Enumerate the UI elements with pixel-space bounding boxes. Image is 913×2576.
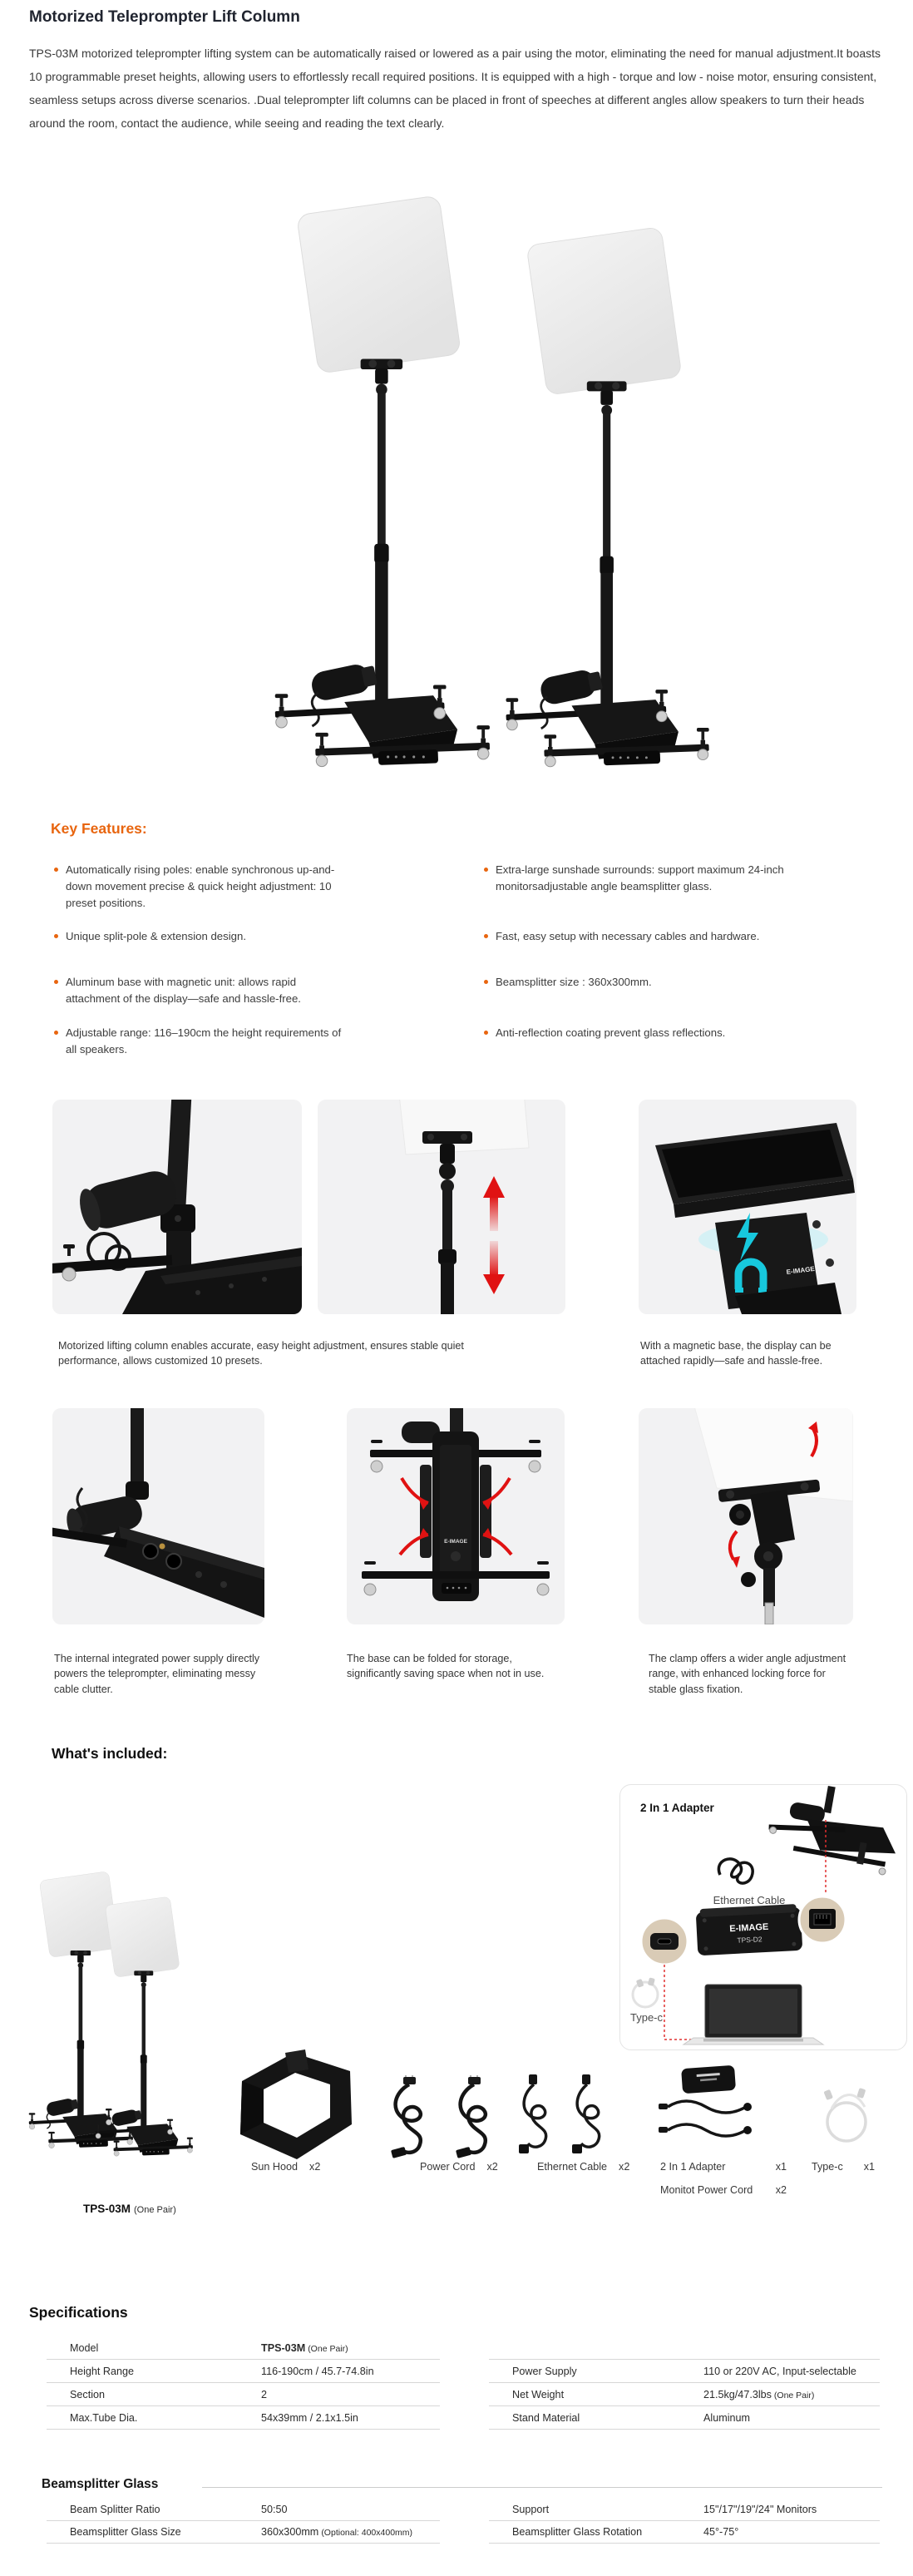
adapter-and-cords-image <box>657 2065 761 2158</box>
adapter-diagram-image <box>620 1785 906 2049</box>
adapter-box-title: 2 In 1 Adapter <box>640 1802 714 1814</box>
ethernet-cable-label: Ethernet Cable <box>713 1894 786 1906</box>
feature-text: Extra-large sunshade surrounds: support maximum 24-inch monitorsadjustable angle beamsplitter glass. <box>496 863 784 892</box>
ethernet-cables-image <box>509 2073 621 2160</box>
spec-row-stand-material: Stand Material Aluminum <box>489 2406 880 2430</box>
spec-row-net-weight: Net Weight 21.5kg/47.3lbs (One Pair) <box>489 2383 880 2406</box>
svg-text:E-IMAGE: E-IMAGE <box>728 1921 769 1935</box>
caption-power-supply: The internal integrated power supply directly powers the teleprompter, eliminating messy cable clutter. <box>54 1652 260 1696</box>
item-label-adapter: 2 In 1 Adapter x1 <box>660 2161 787 2173</box>
bullet-icon <box>484 934 488 938</box>
bullet-icon <box>54 1031 58 1035</box>
key-features-heading: Key Features: <box>51 820 147 837</box>
spec-row-power-supply: Power Supply 110 or 220V AC, Input-selectable <box>489 2359 880 2383</box>
item-label-typec: Type-c x1 <box>812 2161 875 2173</box>
monitor-power-cord <box>659 2101 752 2113</box>
sun-hood-image <box>235 2048 356 2164</box>
power-supply-image <box>52 1408 264 1624</box>
svg-text:E-IMAGE: E-IMAGE <box>444 1539 467 1545</box>
included-stands-image <box>17 1822 208 2213</box>
feature-item <box>54 862 352 911</box>
bullet-icon <box>54 980 58 984</box>
feature-text: Beamsplitter size : 360x300mm. <box>496 976 652 988</box>
power-cord <box>391 2075 421 2158</box>
foldable-base-image <box>347 1408 565 1624</box>
specifications-heading: Specifications <box>29 2304 128 2321</box>
beamsplitter-table-right <box>489 2499 880 2544</box>
spec-row-glass-size: Beamsplitter Glass Size 360x300mm (Optional: 400x400mm) <box>47 2521 440 2544</box>
feature-item <box>484 928 815 945</box>
bullet-icon <box>484 980 488 984</box>
caption-magnetic-base: With a magnetic base, the display can be attached rapidly—safe and hassle-free. <box>640 1339 832 1367</box>
feature-item <box>484 974 815 991</box>
spec-row-model: Model TPS-03M (One Pair) <box>47 2336 440 2360</box>
bullet-icon <box>484 1031 488 1035</box>
hero-product-image <box>141 190 773 787</box>
feature-item <box>54 928 352 945</box>
monitor-power-cord <box>659 2124 752 2136</box>
heading-divider <box>202 2487 882 2488</box>
typec-label: Type-c <box>630 2011 664 2024</box>
typec-port-callout <box>641 1918 688 1965</box>
feature-text: Adjustable range: 116–190cm the height requirements of all speakers. <box>66 1026 342 1056</box>
bullet-icon <box>54 934 58 938</box>
bullet-icon <box>484 868 488 872</box>
spec-row-height-range: Height Range 116-190cm / 45.7-74.8in <box>47 2360 440 2383</box>
spec-table-right <box>489 2359 880 2430</box>
whats-included-heading: What's included: <box>52 1745 168 1762</box>
ethernet-cable <box>519 2074 546 2153</box>
feature-item <box>484 1025 815 1041</box>
spec-row-tube-dia: Max.Tube Dia. 54x39mm / 2.1x1.5in <box>47 2406 440 2430</box>
adapter-device <box>696 1904 803 1956</box>
spec-row-support: Support 15"/17"/19"/24" Monitors <box>489 2499 880 2521</box>
power-cords-image <box>378 2075 503 2163</box>
svg-text:TPS-D2: TPS-D2 <box>737 1935 762 1945</box>
svg-text:E-IMAGE: E-IMAGE <box>786 1264 816 1276</box>
spec-row-splitter-ratio: Beam Splitter Ratio 50:50 <box>47 2499 440 2521</box>
beamsplitter-heading: Beamsplitter Glass <box>42 2477 159 2491</box>
pair-model-label: TPS-03M (One Pair) <box>83 2203 176 2215</box>
product-description: TPS-03M motorized teleprompter lifting system can be automatically raised or lowered as a pair using the motor, eliminating the need for manual adjustment.It boasts 10 programmable preset heights, allowing users to effortlessly recall required positions. It is equipped with a high - torque and low - noise motor, ensuring consistent, seamless setups across diverse scenarios. .Dual teleprompter lift columns can be placed in front of speeches at different angles allow speakers to turn their heads around the room, contact the audience, while seeing and reading the text clearly. <box>29 47 881 130</box>
bullet-icon <box>54 868 58 872</box>
typec-cable-image <box>815 2084 877 2150</box>
feature-text: Anti-reflection coating prevent glass reflections. <box>496 1026 726 1039</box>
spec-row-section: Section 2 <box>47 2383 440 2406</box>
spec-row-glass-rotation: Beamsplitter Glass Rotation 45°-75° <box>489 2521 880 2544</box>
spec-table-left <box>47 2336 440 2430</box>
caption-clamp: The clamp offers a wider angle adjustment range, with enhanced locking force for stable glass fixation. <box>649 1652 846 1696</box>
feature-text: Aluminum base with magnetic unit: allows rapid attachment of the display—safe and hassle-free. <box>66 976 301 1005</box>
teleprompter-pair-image <box>141 190 773 787</box>
item-label-power-cord: Power Cord x2 <box>420 2161 498 2173</box>
motor-detail-image <box>52 1100 302 1314</box>
item-label-ethernet-cable: Ethernet Cable x2 <box>537 2161 630 2173</box>
feature-item <box>54 974 352 1007</box>
adapter-diagram-box <box>619 1784 907 2050</box>
caption-foldable-base: The base can be folded for storage, significantly saving space when not in use. <box>347 1652 545 1680</box>
ethernet-port-callout <box>799 1896 846 1943</box>
clamp-detail-image <box>639 1408 853 1624</box>
lift-range-image <box>318 1100 565 1314</box>
magnetic-base-image <box>639 1100 856 1314</box>
power-cord <box>456 2075 486 2158</box>
ethernet-cable <box>572 2074 600 2153</box>
page-title: Motorized Teleprompter Lift Column <box>29 8 300 26</box>
beamsplitter-table-left <box>47 2499 440 2544</box>
feature-text: Unique split-pole & extension design. <box>66 930 246 942</box>
item-label-sun-hood: Sun Hood x2 <box>251 2161 321 2173</box>
item-label-monitor-power-cord: Monitot Power Cord x2 <box>660 2184 787 2196</box>
feature-text: Automatically rising poles: enable synchronous up-and-down movement precise & quick height adjustment: 10 preset positions. <box>66 863 335 909</box>
feature-text: Fast, easy setup with necessary cables and hardware. <box>496 930 760 942</box>
caption-lift-column: Motorized lifting column enables accurate, easy height adjustment, ensures stable quiet performance, allows customized 10 presets. <box>58 1339 464 1367</box>
feature-item <box>54 1025 352 1058</box>
feature-item <box>484 862 815 895</box>
laptop-image <box>684 1985 823 2044</box>
